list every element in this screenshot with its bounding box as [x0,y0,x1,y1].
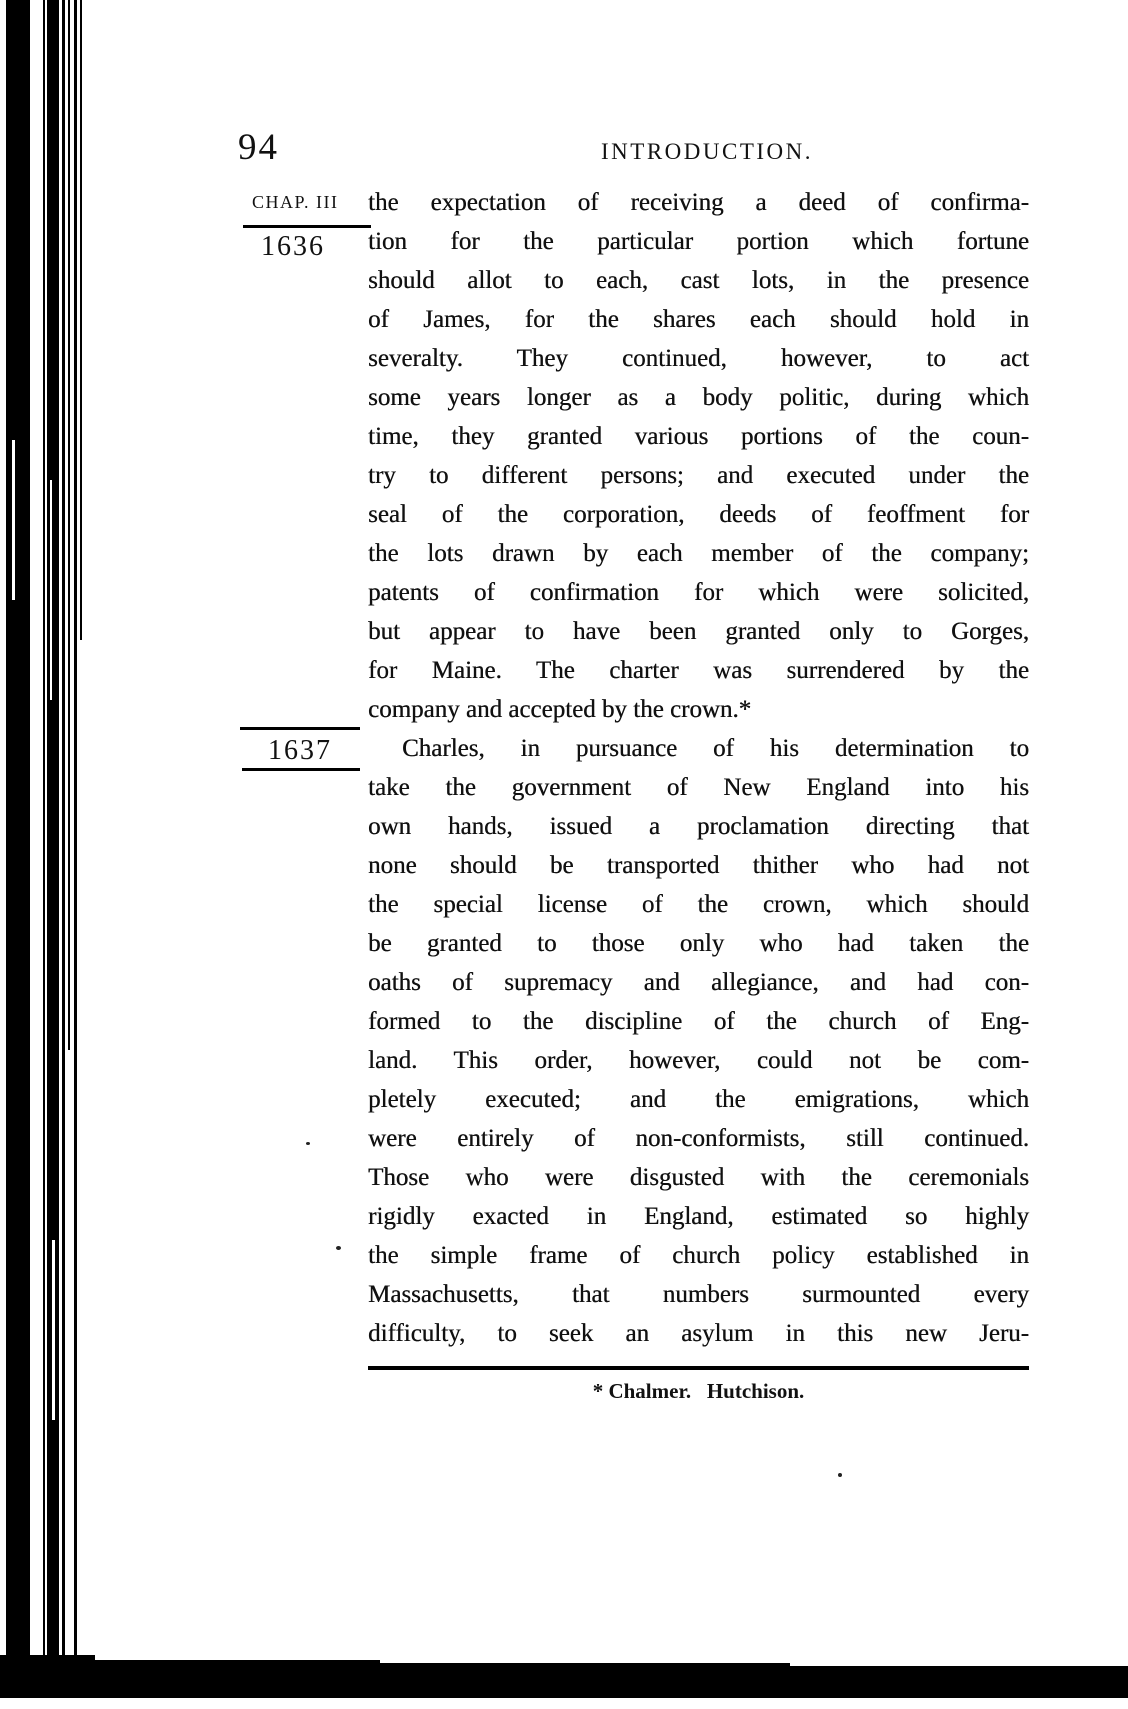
scan-artifact-left-bar [47,0,59,1690]
page-number: 94 [238,127,279,168]
text-line: Those who were disgusted with the ceremonials [368,1164,1029,1191]
text-line: should allot to each, cast lots, in the presence [368,267,1029,294]
scan-artifact-left-bar [68,0,70,1050]
body-text-column [368,183,1029,1353]
scan-speck [838,1473,842,1477]
text-line: but appear to have been granted only to Gorges, [368,618,1029,645]
text-line: the expectation of receiving a deed of confirma- [368,189,1029,216]
text-line: the special license of the crown, which should [368,891,1029,918]
scan-artifact-left-bar [74,0,77,1660]
text-line: pletely executed; and the emigrations, which [368,1086,1029,1113]
footnote: * Chalmer. Hutchison. [592,1379,805,1403]
sidenote-rule [243,225,371,228]
footnote-rule [368,1366,1029,1370]
scan-artifact-left-bar [6,0,30,1698]
scan-artifact-left-bar [43,0,45,1690]
text-line: tion for the particular portion which fortune [368,228,1029,255]
text-line: formed to the discipline of the church of Eng- [368,1008,1029,1035]
text-line: were entirely of non-conformists, still continued. [368,1125,1029,1152]
scan-artifact-left-bar [62,0,65,1665]
text-line: Massachusetts, that numbers surmounted every [368,1281,1029,1308]
year-sidenote-1637: 1637 [268,735,332,766]
text-line: for Maine. The charter was surrendered by the [368,657,1029,684]
scan-artifact-bottom-band [0,1666,1128,1698]
text-line: some years longer as a body politic, during which [368,384,1029,411]
text-line: take the government of New England into his [368,774,1029,801]
text-line: company and accepted by the crown.* [368,696,752,723]
text-line: the simple frame of church policy established in [368,1242,1029,1269]
text-line: land. This order, however, could not be com- [368,1047,1029,1074]
body-paragraph-1 [368,183,1029,729]
scan-artifact-gap [52,1240,55,1420]
text-line: be granted to those only who had taken the [368,930,1029,957]
text-line: rigidly exacted in England, estimated so highly [368,1203,1029,1230]
text-line: own hands, issued a proclamation directing that [368,813,1029,840]
running-head: INTRODUCTION. [601,139,814,164]
text-line: oaths of supremacy and allegiance, and had con- [368,969,1029,996]
chapter-sidenote: CHAP. III [252,192,339,212]
text-line: try to different persons; and executed under the [368,462,1029,489]
scan-artifact-gap [12,440,15,600]
scan-artifact-left-bar [80,0,82,640]
scan-speck [336,1246,341,1250]
text-line: the lots drawn by each member of the company; [368,540,1029,567]
text-line: of James, for the shares each should hold in [368,306,1029,333]
sidenote-rule [242,768,360,771]
scan-speck [306,1142,310,1145]
year-sidenote-1636: 1636 [261,231,325,262]
text-line: patents of confirmation for which were solicited, [368,579,1029,606]
text-line: difficulty, to seek an asylum in this new Jeru- [368,1320,1029,1347]
text-line: time, they granted various portions of the coun- [368,423,1029,450]
sidenote-rule [240,727,360,730]
text-line: Charles, in pursuance of his determination to [402,735,1029,762]
text-line: none should be transported thither who had not [368,852,1029,879]
body-paragraph-2 [368,729,1029,1353]
scan-artifact-gap [50,480,52,700]
text-line: seal of the corporation, deeds of feoffment for [368,501,1029,528]
text-line: severalty. They continued, however, to act [368,345,1029,372]
